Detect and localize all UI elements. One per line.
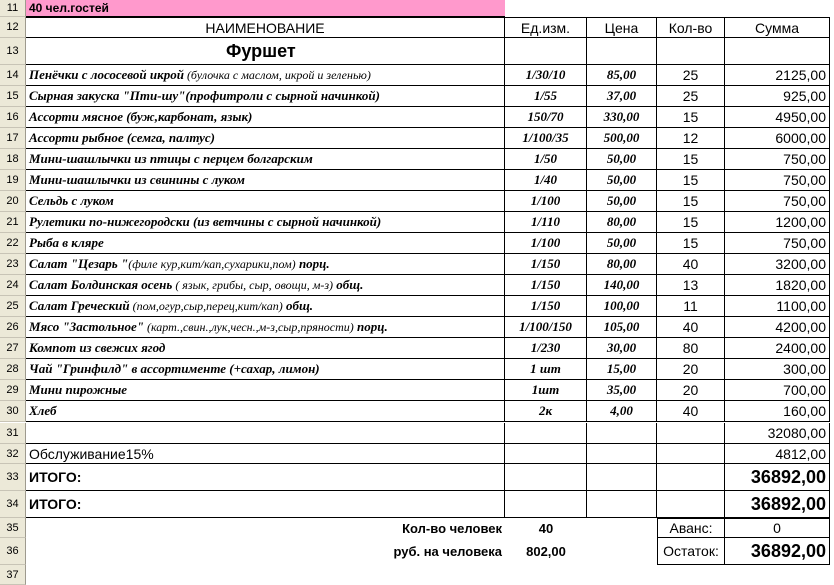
item-name: Салат "Цезарь "	[29, 256, 129, 271]
item-qty[interactable]: 15	[657, 107, 725, 128]
table-row	[0, 254, 834, 275]
total-sum[interactable]: 36892,00	[725, 491, 830, 518]
item-name: Ассорти рыбное (семга, палтус)	[29, 130, 215, 145]
item-price[interactable]: 100,00	[587, 296, 657, 317]
item-price[interactable]: 50,00	[587, 149, 657, 170]
rest-label[interactable]: Остаток:	[657, 538, 725, 565]
table-row	[0, 170, 834, 191]
item-price[interactable]: 330,00	[587, 107, 657, 128]
item-unit[interactable]: 1/150	[505, 296, 587, 317]
item-sum[interactable]: 1100,00	[725, 296, 830, 317]
item-qty[interactable]: 11	[657, 296, 725, 317]
item-name-cell[interactable]	[26, 170, 505, 191]
item-name-cell[interactable]	[26, 233, 505, 254]
item-price[interactable]: 50,00	[587, 233, 657, 254]
empty-cell[interactable]	[587, 518, 657, 538]
row-31	[0, 423, 834, 444]
item-qty[interactable]: 15	[657, 212, 725, 233]
table-row	[0, 86, 834, 107]
item-unit[interactable]: 1/50	[505, 149, 587, 170]
item-price[interactable]: 37,00	[587, 86, 657, 107]
row-36	[0, 538, 834, 565]
item-name: Мясо "Застольное"	[29, 319, 144, 334]
empty-cell[interactable]	[587, 491, 657, 518]
item-sum[interactable]: 3200,00	[725, 254, 830, 275]
item-price[interactable]: 35,00	[587, 380, 657, 401]
item-sum[interactable]: 300,00	[725, 359, 830, 380]
item-qty[interactable]: 25	[657, 65, 725, 86]
item-qty[interactable]: 15	[657, 233, 725, 254]
row-33	[0, 464, 834, 491]
item-unit[interactable]: 1/100/35	[505, 128, 587, 149]
row-header[interactable]: 15	[0, 86, 26, 107]
item-name-cell[interactable]	[26, 128, 505, 149]
row-header[interactable]: 31	[0, 423, 26, 444]
item-sum[interactable]: 750,00	[725, 191, 830, 212]
item-qty[interactable]: 40	[657, 317, 725, 338]
item-unit[interactable]: 2к	[505, 401, 587, 422]
item-unit[interactable]: 1/100	[505, 191, 587, 212]
item-price[interactable]: 50,00	[587, 170, 657, 191]
header-qty[interactable]: Кол-во	[657, 17, 725, 38]
empty-cell[interactable]	[505, 464, 587, 491]
table-row	[0, 296, 834, 317]
table-row	[0, 65, 834, 86]
table-row	[0, 107, 834, 128]
item-name: Мини пирожные	[29, 382, 128, 397]
empty-cell[interactable]	[587, 444, 657, 464]
item-name: Сырная закуска "Пти-шу"(профитроли с сырной начинкой)	[29, 88, 380, 103]
empty-cell[interactable]	[657, 444, 725, 464]
table-row	[0, 149, 834, 170]
row-35	[0, 518, 834, 538]
empty-cell[interactable]	[505, 38, 587, 65]
row-header[interactable]: 19	[0, 170, 26, 191]
row-header[interactable]: 36	[0, 538, 26, 565]
table-row	[0, 128, 834, 149]
item-description: (карт.,свин.,лук,чесн.,м-з,сыр,пряности)	[144, 319, 354, 334]
item-name: Мини-шашлычки из птицы с перцем болгарским	[29, 151, 313, 166]
item-qty[interactable]: 80	[657, 338, 725, 359]
item-price[interactable]: 80,00	[587, 212, 657, 233]
service-label[interactable]: Обслуживание15%	[26, 444, 505, 464]
item-sum[interactable]: 4950,00	[725, 107, 830, 128]
item-sum[interactable]: 6000,00	[725, 128, 830, 149]
item-sum[interactable]: 700,00	[725, 380, 830, 401]
item-qty[interactable]: 12	[657, 128, 725, 149]
row-11	[0, 0, 834, 17]
item-qty[interactable]: 25	[657, 86, 725, 107]
item-sum[interactable]: 750,00	[725, 170, 830, 191]
people-count-value[interactable]: 40	[538, 520, 554, 536]
total-sum[interactable]: 36892,00	[725, 464, 830, 491]
item-name: Хлеб	[29, 403, 57, 418]
empty-cell[interactable]	[26, 423, 505, 444]
item-name: Салат Болдинская осень	[29, 277, 173, 292]
item-qty[interactable]: 20	[657, 359, 725, 380]
item-name-cell[interactable]	[26, 275, 505, 296]
item-name: Пенёчки с лососевой икрой	[29, 67, 184, 82]
row-header[interactable]: 34	[0, 491, 26, 518]
item-price[interactable]: 85,00	[587, 65, 657, 86]
item-price[interactable]: 80,00	[587, 254, 657, 275]
item-name: Компот из свежих ягод	[29, 340, 166, 355]
item-description: (пом,огур,сыр,перец,кит/кап)	[129, 298, 283, 313]
item-sum[interactable]: 925,00	[725, 86, 830, 107]
item-name-cell[interactable]	[26, 191, 505, 212]
item-name-cell[interactable]	[26, 359, 505, 380]
table-row	[0, 359, 834, 380]
table-row	[0, 380, 834, 401]
item-qty[interactable]: 15	[657, 149, 725, 170]
item-name-cell[interactable]	[26, 65, 505, 86]
row-header[interactable]: 29	[0, 380, 26, 401]
row-header[interactable]: 25	[0, 296, 26, 317]
row-34	[0, 491, 834, 518]
item-name-cell[interactable]	[26, 296, 505, 317]
item-description: (филе кур,кит/кап,сухарики,пом)	[128, 256, 296, 271]
empty-cell[interactable]	[587, 538, 657, 565]
per-person-label[interactable]: руб. на человека	[393, 544, 502, 559]
item-price[interactable]: 30,00	[587, 338, 657, 359]
header-price[interactable]: Цена	[587, 17, 657, 38]
item-name: Рулетики по-нижегородски (из ветчины с сырной начинкой)	[29, 214, 382, 229]
rest-value[interactable]: 36892,00	[725, 538, 830, 565]
item-name: Салат Греческий	[29, 298, 130, 313]
row-32	[0, 444, 834, 464]
row-header[interactable]: 12	[0, 17, 26, 38]
item-name: Сельдь с луком	[29, 193, 114, 208]
item-sum[interactable]: 1820,00	[725, 275, 830, 296]
row-header[interactable]: 28	[0, 359, 26, 380]
item-qty[interactable]: 15	[657, 170, 725, 191]
people-count-label[interactable]: Кол-во человек	[402, 520, 502, 536]
item-unit[interactable]: 1/40	[505, 170, 587, 191]
item-price[interactable]: 50,00	[587, 191, 657, 212]
table-row	[0, 212, 834, 233]
item-name: Мини-шашлычки из свинины с луком	[29, 172, 245, 187]
empty-cell[interactable]	[505, 491, 587, 518]
item-unit[interactable]: 1 шт	[505, 359, 587, 380]
item-portion-type: общ.	[333, 277, 364, 292]
item-qty[interactable]: 13	[657, 275, 725, 296]
table-row	[0, 317, 834, 338]
item-portion-type: порц.	[295, 256, 330, 271]
guest-count-title[interactable]: 40 чел.гостей	[26, 0, 505, 17]
item-unit[interactable]: 1/150	[505, 275, 587, 296]
subtotal-sum[interactable]: 32080,00	[725, 423, 830, 444]
item-name-cell[interactable]	[26, 107, 505, 128]
item-name: Ассорти мясное (буж,карбонат, язык)	[29, 109, 253, 124]
empty-cell[interactable]	[587, 38, 657, 65]
item-sum[interactable]: 1200,00	[725, 212, 830, 233]
item-portion-type: порц.	[353, 319, 388, 334]
item-price[interactable]: 500,00	[587, 128, 657, 149]
table-row	[0, 233, 834, 254]
item-qty[interactable]: 20	[657, 380, 725, 401]
row-header[interactable]: 20	[0, 191, 26, 212]
table-row	[0, 338, 834, 359]
empty-cell[interactable]	[587, 423, 657, 444]
item-unit[interactable]: 1/110	[505, 212, 587, 233]
total-label[interactable]: ИТОГО:	[26, 491, 505, 518]
row-header[interactable]: 21	[0, 212, 26, 233]
row-header[interactable]: 22	[0, 233, 26, 254]
item-sum[interactable]: 4200,00	[725, 317, 830, 338]
advance-label[interactable]: Аванс:	[657, 518, 725, 538]
item-unit[interactable]: 1шт	[505, 380, 587, 401]
item-name-cell[interactable]	[26, 317, 505, 338]
item-unit[interactable]: 1/150	[505, 254, 587, 275]
item-name-cell[interactable]	[26, 338, 505, 359]
row-header[interactable]: 13	[0, 38, 26, 65]
empty-cell[interactable]	[725, 38, 830, 65]
table-row	[0, 191, 834, 212]
item-unit[interactable]: 1/100	[505, 233, 587, 254]
item-name-cell[interactable]	[26, 380, 505, 401]
row-header[interactable]: 18	[0, 149, 26, 170]
row-header[interactable]: 27	[0, 338, 26, 359]
row-header[interactable]: 26	[0, 317, 26, 338]
empty-cell[interactable]	[587, 464, 657, 491]
row-13	[0, 38, 834, 65]
item-sum[interactable]: 2400,00	[725, 338, 830, 359]
per-person-value[interactable]: 802,00	[526, 544, 566, 559]
row-header[interactable]: 16	[0, 107, 26, 128]
item-name-cell[interactable]	[26, 401, 505, 422]
item-name-cell[interactable]	[26, 254, 505, 275]
empty-cell[interactable]	[505, 423, 587, 444]
item-unit[interactable]: 150/70	[505, 107, 587, 128]
header-sum[interactable]: Сумма	[725, 17, 830, 38]
row-header[interactable]: 14	[0, 65, 26, 86]
row-header[interactable]: 17	[0, 128, 26, 149]
row-header[interactable]: 30	[0, 401, 26, 422]
row-12	[0, 17, 834, 38]
empty-cell[interactable]	[505, 444, 587, 464]
advance-value[interactable]: 0	[725, 518, 830, 538]
row-header[interactable]: 37	[0, 565, 26, 585]
item-description: (булочка с маслом, икрой и зеленью)	[183, 67, 371, 82]
row-header[interactable]: 11	[0, 0, 26, 17]
item-name: Чай "Гринфилд" в ассортименте (+сахар, лимон)	[29, 361, 320, 376]
item-sum[interactable]: 2125,00	[725, 65, 830, 86]
item-name: Рыба в кляре	[29, 235, 104, 250]
item-unit[interactable]: 1/55	[505, 86, 587, 107]
item-qty[interactable]: 40	[657, 401, 725, 422]
table-row	[0, 275, 834, 296]
item-qty[interactable]: 15	[657, 191, 725, 212]
total-label[interactable]: ИТОГО:	[26, 464, 505, 491]
row-header[interactable]: 23	[0, 254, 26, 275]
item-sum[interactable]: 160,00	[725, 401, 830, 422]
item-portion-type: общ.	[282, 298, 314, 313]
empty-cell[interactable]	[657, 38, 725, 65]
item-price[interactable]: 140,00	[587, 275, 657, 296]
row-header[interactable]: 24	[0, 275, 26, 296]
section-title[interactable]: Фуршет	[26, 38, 505, 65]
item-unit[interactable]: 1/230	[505, 338, 587, 359]
row-header[interactable]: 32	[0, 444, 26, 464]
item-name-cell[interactable]	[26, 149, 505, 170]
item-name-cell[interactable]	[26, 212, 505, 233]
row-header[interactable]: 35	[0, 518, 26, 538]
item-name-cell[interactable]	[26, 86, 505, 107]
empty-cell[interactable]	[657, 464, 725, 491]
table-row	[0, 401, 834, 422]
item-price[interactable]: 15,00	[587, 359, 657, 380]
empty-cell[interactable]	[657, 491, 725, 518]
item-unit[interactable]: 1/100/150	[505, 317, 587, 338]
item-unit[interactable]: 1/30/10	[505, 65, 587, 86]
item-sum[interactable]: 750,00	[725, 149, 830, 170]
service-sum[interactable]: 4812,00	[725, 444, 830, 464]
row-header[interactable]: 33	[0, 464, 26, 491]
empty-cell[interactable]	[657, 423, 725, 444]
item-price[interactable]: 105,00	[587, 317, 657, 338]
header-name[interactable]: НАИМЕНОВАНИЕ	[26, 17, 505, 38]
header-unit[interactable]: Ед.изм.	[505, 17, 587, 38]
item-sum[interactable]: 750,00	[725, 233, 830, 254]
row-37	[0, 565, 834, 585]
item-price[interactable]: 4,00	[587, 401, 657, 422]
item-description: ( язык, грибы, сыр, овощи, м-з)	[172, 277, 334, 292]
item-qty[interactable]: 40	[657, 254, 725, 275]
